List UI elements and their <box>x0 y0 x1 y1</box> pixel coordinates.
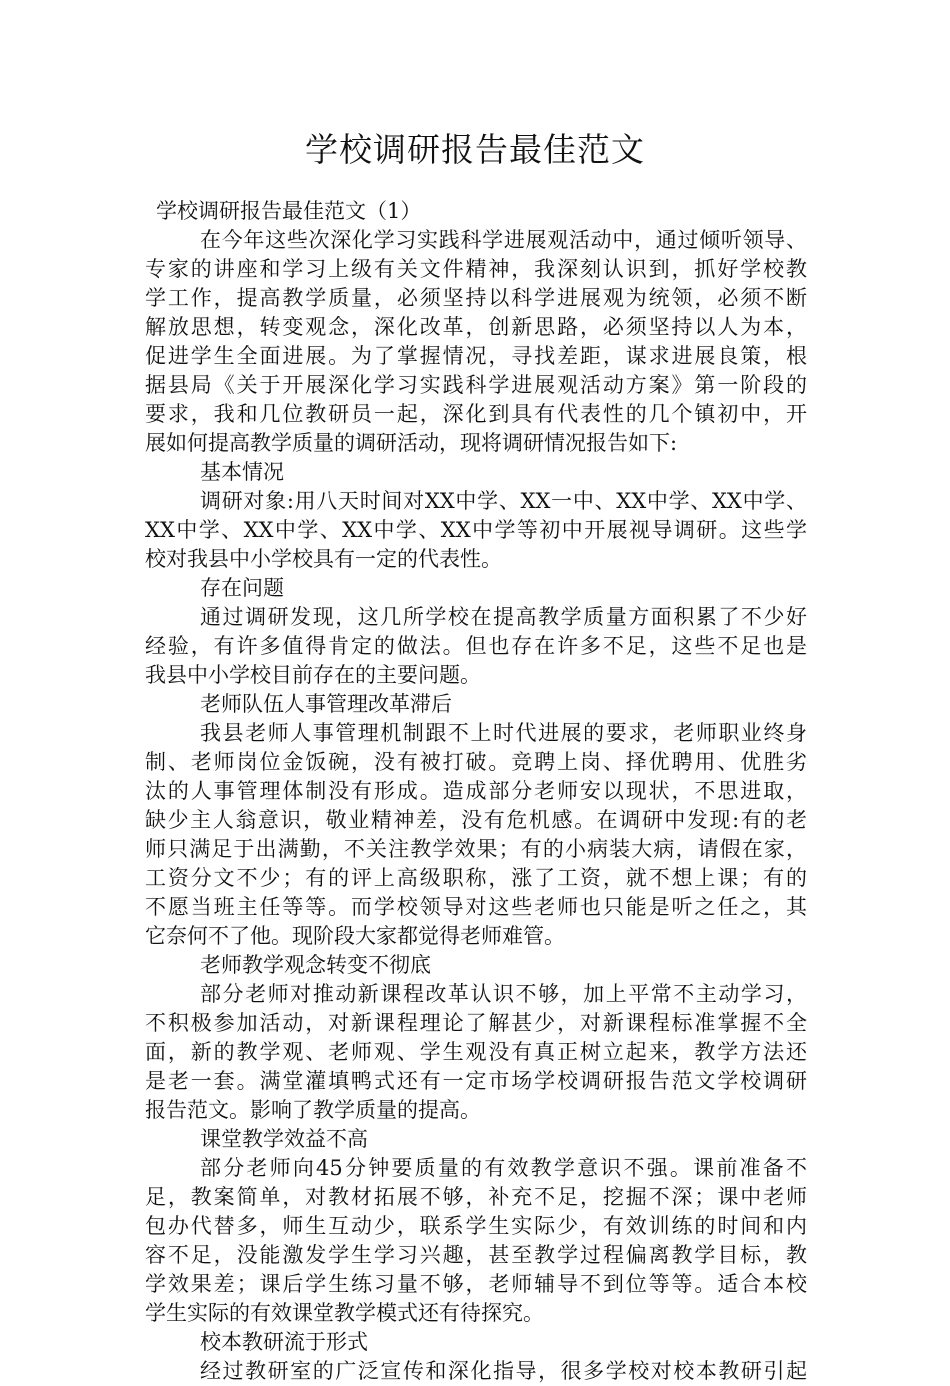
paragraph-line: 在今年这些次深化学习实践科学进展观活动中，通过倾听领导、 <box>200 228 807 252</box>
paragraph-line: 是老一套。满堂灌填鸭式还有一定市场学校调研报告范文学校调研 <box>145 1069 807 1093</box>
paragraph-line: 工资分文不少；有的评上高级职称，涨了工资，就不想上课；有的 <box>145 866 807 890</box>
paragraph-line: 包办代替多，师生互动少，联系学生实际少，有效训练的时间和内 <box>145 1214 807 1238</box>
paragraph-line: 制、老师岗位金饭碗，没有被打破。竞聘上岗、择优聘用、优胜劣 <box>145 750 807 774</box>
paragraph-line: XX中学、XX中学、XX中学、XX中学等初中开展视导调研。这些学 <box>145 518 807 542</box>
paragraph-line: 展如何提高教学质量的调研活动，现将调研情况报告如下: <box>145 431 678 455</box>
section-subtitle: 学校调研报告最佳范文（1） <box>156 199 422 223</box>
paragraph-line: 学工作，提高教学质量，必须坚持以科学进展观为统领，必须不断 <box>145 286 807 310</box>
paragraph-line: 校对我县中小学校具有一定的代表性。 <box>145 547 502 571</box>
paragraph-line: 它奈何不了他。现阶段大家都觉得老师难管。 <box>145 924 565 948</box>
paragraph-line: 促进学生全面进展。为了掌握情况，寻找差距，谋求进展良策，根 <box>145 344 807 368</box>
paragraph-line: 师只满足于出满勤，不关注教学效果；有的小病装大病，请假在家， <box>145 837 807 861</box>
paragraph-line: 我县中小学校目前存在的主要问题。 <box>145 663 481 687</box>
section-heading: 课堂教学效益不高 <box>200 1127 368 1151</box>
paragraph-line: 缺少主人翁意识，敬业精神差，没有危机感。在调研中发现:有的老 <box>145 808 807 832</box>
paragraph-line: 我县老师人事管理机制跟不上时代进展的要求，老师职业终身 <box>200 721 807 745</box>
paragraph-line: 不积极参加活动，对新课程理论了解甚少，对新课程标准掌握不全 <box>145 1011 807 1035</box>
paragraph-line: 学效果差；课后学生练习量不够，老师辅导不到位等等。适合本校 <box>145 1272 807 1296</box>
section-heading: 老师队伍人事管理改革滞后 <box>200 692 452 716</box>
paragraph-line: 要求，我和几位教研员一起，深化到具有代表性的几个镇初中，开 <box>145 402 807 426</box>
section-heading: 校本教研流于形式 <box>200 1330 368 1354</box>
paragraph-line: 容不足，没能激发学生学习兴趣，甚至教学过程偏离教学目标，教 <box>145 1243 807 1267</box>
paragraph-line: 报告范文。影响了教学质量的提高。 <box>145 1098 481 1122</box>
section-heading: 存在问题 <box>200 576 284 600</box>
paragraph-line: 面，新的教学观、老师观、学生观没有真正树立起来，教学方法还 <box>145 1040 807 1064</box>
paragraph-line: 部分老师对推动新课程改革认识不够，加上平常不主动学习， <box>200 982 807 1006</box>
paragraph-line: 解放思想，转变观念，深化改革，创新思路，必须坚持以人为本， <box>145 315 807 339</box>
document-body <box>145 197 807 1386</box>
paragraph-line: 调研对象:用八天时间对XX中学、XX一中、XX中学、XX中学、 <box>200 489 807 513</box>
section-heading: 基本情况 <box>200 460 284 484</box>
paragraph-line: 通过调研发现，这几所学校在提高教学质量方面积累了不少好 <box>200 605 807 629</box>
paragraph-line: 汰的人事管理体制没有形成。造成部分老师安以现状，不思进取， <box>145 779 807 803</box>
section-heading: 老师教学观念转变不彻底 <box>200 953 431 977</box>
page-title: 学校调研报告最佳范文 <box>305 130 645 169</box>
paragraph-line: 部分老师向45分钟要质量的有效教学意识不强。课前准备不 <box>200 1156 807 1180</box>
paragraph-line: 经过教研室的广泛宣传和深化指导，很多学校对校本教研引起 <box>200 1359 807 1383</box>
paragraph-line: 据县局《关于开展深化学习实践科学进展观活动方案》第一阶段的 <box>145 373 807 397</box>
paragraph-line: 学生实际的有效课堂教学模式还有待探究。 <box>145 1301 544 1325</box>
paragraph-line: 经验，有许多值得肯定的做法。但也存在许多不足，这些不足也是 <box>145 634 807 658</box>
paragraph-line: 专家的讲座和学习上级有关文件精神，我深刻认识到，抓好学校教 <box>145 257 807 281</box>
paragraph-line: 足，教案简单，对教材拓展不够，补充不足，挖掘不深；课中老师 <box>145 1185 807 1209</box>
paragraph-line: 不愿当班主任等等。而学校领导对这些老师也只能是听之任之，其 <box>145 895 807 919</box>
